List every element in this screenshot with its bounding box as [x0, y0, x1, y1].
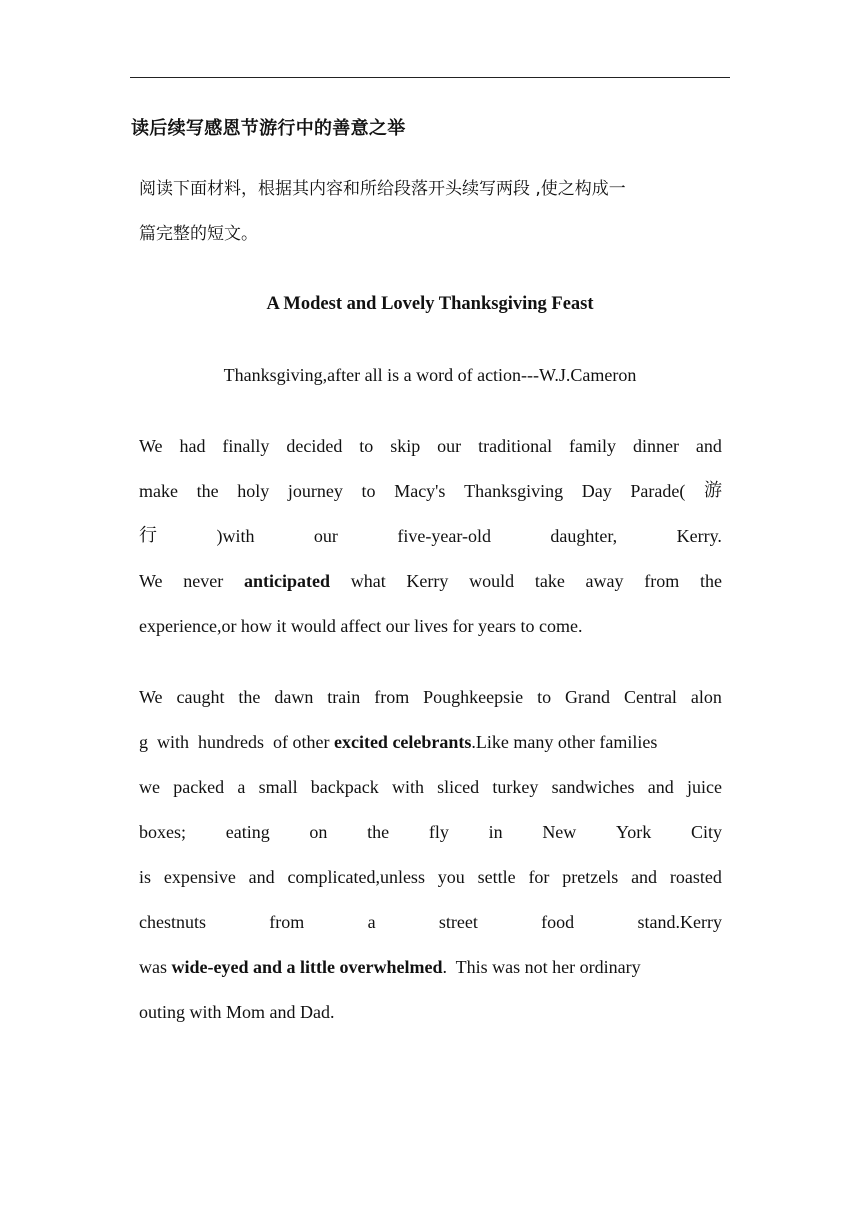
- word: a: [367, 912, 376, 932]
- para2-line-2: [139, 730, 722, 754]
- word: )with: [216, 526, 255, 546]
- word: the: [196, 481, 219, 501]
- word: our: [313, 526, 338, 546]
- word: chestnuts: [139, 912, 206, 932]
- word: traditional: [478, 436, 553, 456]
- word: journey: [287, 481, 343, 501]
- para1-line-4-w4: take: [534, 571, 565, 591]
- word: in: [488, 822, 503, 842]
- word: for: [528, 867, 550, 887]
- word: 行: [139, 525, 157, 546]
- word: skip: [390, 436, 421, 456]
- keyword-wide-eyed: wide-eyed and a little overwhelmed: [171, 957, 443, 977]
- word: Kerry.: [676, 526, 722, 546]
- para2-line-6: [139, 910, 722, 934]
- para1-line-4-w7: the: [699, 571, 722, 591]
- word: our: [437, 436, 462, 456]
- para2-line-8: outing with Mom and Dad.: [139, 1002, 335, 1022]
- word: Macy's: [394, 481, 446, 501]
- word: holy: [237, 481, 270, 501]
- word: We: [139, 436, 163, 456]
- para2-line-4: [139, 820, 722, 844]
- word: to: [361, 481, 376, 501]
- para1-line-5: experience,or how it would affect our lives for years to come.: [139, 616, 583, 636]
- word: from: [269, 912, 305, 932]
- word: had: [179, 436, 206, 456]
- word: expensive: [163, 867, 236, 887]
- word: dinner: [632, 436, 679, 456]
- word: Day: [581, 481, 612, 501]
- word: you: [437, 867, 465, 887]
- word: dawn: [274, 687, 314, 707]
- word: Grand: [565, 687, 611, 707]
- word: street: [438, 912, 478, 932]
- word: Poughkeepsie: [423, 687, 524, 707]
- word: Parade(: [630, 481, 686, 501]
- para2-line-2-pre: g with hundreds of other: [139, 732, 334, 752]
- word: with: [391, 777, 424, 797]
- word: Thanksgiving: [464, 481, 564, 501]
- word: is: [139, 867, 152, 887]
- word: on: [309, 822, 328, 842]
- para1-line-4-we: We: [139, 571, 163, 591]
- instruction-line-1: 阅读下面材料，根据其内容和所给段落开头续写两段 ,使之构成一: [139, 179, 626, 199]
- page-heading: 读后续写感恩节游行中的善意之举: [131, 118, 406, 139]
- para1-line-4-w2: Kerry: [406, 571, 449, 591]
- word: Central: [623, 687, 677, 707]
- word: we: [139, 777, 160, 797]
- para1-line-4-never: never: [183, 571, 224, 591]
- para2-line-7-post: . This was not her ordinary: [442, 957, 641, 977]
- word: turkey: [492, 777, 539, 797]
- word: alon: [690, 687, 722, 707]
- word: pretzels: [562, 867, 619, 887]
- keyword-excited-celebrants: excited celebrants: [333, 732, 472, 752]
- word: We: [139, 687, 163, 707]
- para1-line-1: [139, 434, 722, 458]
- word: complicated,unless: [287, 867, 425, 887]
- word: settle: [477, 867, 516, 887]
- para1-line-4-w1: what: [350, 571, 386, 591]
- word: to: [537, 687, 552, 707]
- word: caught: [176, 687, 225, 707]
- para2-line-7: [139, 955, 722, 979]
- keyword-anticipated: anticipated: [243, 571, 330, 591]
- para1-line-4: [139, 569, 722, 593]
- word: New: [542, 822, 577, 842]
- word: packed: [173, 777, 225, 797]
- para2-line-7-pre: was: [139, 957, 172, 977]
- word: the: [238, 687, 261, 707]
- word: food: [541, 912, 575, 932]
- word: and: [631, 867, 658, 887]
- word: York: [616, 822, 652, 842]
- para2-line-3: [139, 775, 722, 799]
- word: roasted: [669, 867, 722, 887]
- para2-line-1: [139, 685, 722, 709]
- para2-line-2-post: .Like many other families: [471, 732, 658, 752]
- word: make: [139, 481, 178, 501]
- word: the: [367, 822, 390, 842]
- word: and: [695, 436, 722, 456]
- word: City: [690, 822, 722, 842]
- instruction-line-2: 篇完整的短文。: [139, 224, 258, 244]
- word: from: [374, 687, 410, 707]
- word: eating: [225, 822, 270, 842]
- word: and: [248, 867, 275, 887]
- para1-line-4-w6: from: [644, 571, 680, 591]
- word: sandwiches: [551, 777, 635, 797]
- word: a: [237, 777, 246, 797]
- word: juice: [686, 777, 722, 797]
- word: stand.Kerry: [637, 912, 722, 932]
- para2-line-5: [139, 865, 722, 889]
- word: family: [569, 436, 617, 456]
- para1-line-2: [139, 479, 722, 503]
- word: decided: [286, 436, 343, 456]
- word: boxes;: [139, 822, 186, 842]
- word: sliced: [437, 777, 480, 797]
- para1-line-3: [139, 524, 722, 548]
- word: to: [359, 436, 374, 456]
- word: small: [258, 777, 298, 797]
- word: and: [647, 777, 674, 797]
- epigraph: Thanksgiving,after all is a word of action---W.J.Cameron: [223, 365, 637, 385]
- word: finally: [222, 436, 270, 456]
- word: fly: [428, 822, 449, 842]
- para1-line-4-w3: would: [469, 571, 515, 591]
- header-rule: [130, 77, 730, 78]
- story-title: A Modest and Lovely Thanksgiving Feast: [266, 294, 594, 314]
- word: 游: [703, 480, 722, 501]
- para1-line-4-w5: away: [585, 571, 624, 591]
- word: daughter,: [550, 526, 618, 546]
- word: backpack: [310, 777, 379, 797]
- word: five-year-old: [397, 526, 491, 546]
- word: train: [327, 687, 361, 707]
